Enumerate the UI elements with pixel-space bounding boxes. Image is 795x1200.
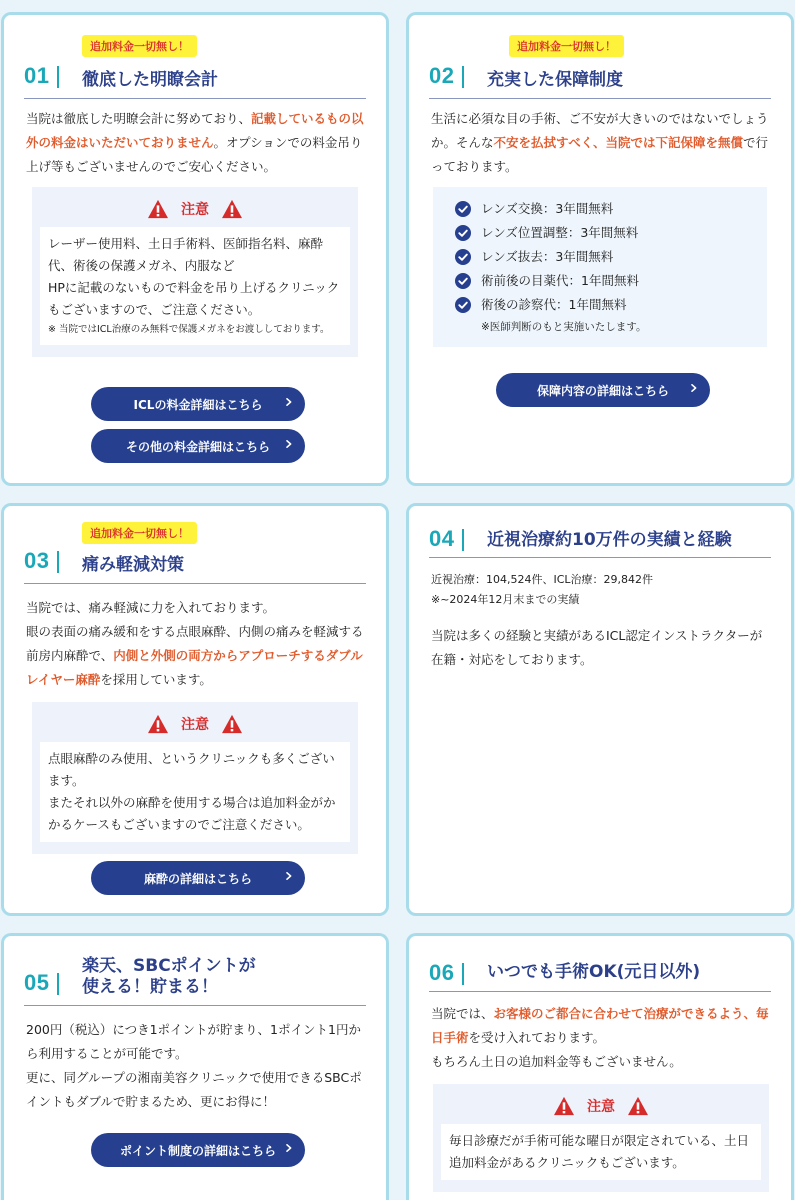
card-description: 当院では、痛み軽減に力を入れております。 眼の表面の痛み緩和をする点眼麻酔、内側の痛みを軽減する前房内麻酔で、内側と外側の両方からアプローチするダブルレイヤー麻酔を採用しています。 — [26, 600, 364, 687]
caution-text: 毎日診療だが手術可能な曜日が限定されている、土日追加料金があるクリニックもございます。 — [441, 1124, 761, 1180]
card-number: 01 — [24, 63, 50, 88]
caution-label: 注意 — [181, 717, 209, 733]
feature-card-05 — [1, 933, 389, 1200]
caution-box — [32, 187, 358, 357]
warning-triangle-icon — [147, 714, 169, 734]
guarantee-list — [433, 187, 767, 347]
warning-triangle-icon — [147, 199, 169, 219]
guarantee-details-button[interactable]: 保障内容の詳細はこちら — [496, 373, 710, 407]
check-circle-icon — [455, 201, 471, 217]
card-description: 当院は多くの経験と実績があるICL認定インストラクターが在籍・対応をしております。 — [431, 628, 763, 667]
caution-heading — [441, 1092, 761, 1120]
card-number: 06 — [429, 960, 455, 985]
card-title: 近視治療約10万件の実績と経験 — [487, 529, 732, 550]
list-item: レンズ抜去：3年間無料 — [455, 245, 749, 269]
other-price-details-button[interactable]: その他の料金詳細はこちら — [91, 429, 305, 463]
card-number: 03 — [24, 548, 50, 573]
card-header — [429, 950, 771, 992]
chevron-right-icon — [285, 1144, 293, 1152]
header-divider — [429, 98, 771, 99]
warning-triangle-icon — [553, 1096, 575, 1116]
card-description: 当院では、お客様のご都合に合わせて治療ができるよう、毎日手術を受け入れております。 もちろん土日の追加料金等もございません。 — [431, 1006, 769, 1069]
header-divider — [24, 1005, 366, 1006]
list-item: レンズ交換：3年間無料 — [455, 197, 749, 221]
anesthesia-details-button[interactable]: 麻酔の詳細はこちら — [91, 861, 305, 895]
header-divider — [24, 583, 366, 584]
no-extra-fee-badge: 追加料金一切無し！ — [82, 35, 197, 57]
feature-card-03 — [1, 503, 389, 916]
warning-triangle-icon — [221, 199, 243, 219]
caution-box — [433, 1084, 769, 1192]
feature-card-06 — [406, 933, 794, 1200]
card-number: 04 — [429, 526, 455, 551]
card-header — [24, 950, 366, 1006]
list-item: レンズ位置調整：3年間無料 — [455, 221, 749, 245]
icl-price-details-button[interactable]: ICLの料金詳細はこちら — [91, 387, 305, 421]
no-extra-fee-badge: 追加料金一切無し！ — [82, 522, 197, 544]
check-circle-icon — [455, 273, 471, 289]
feature-card-04 — [406, 503, 794, 916]
list-item: 術前後の目薬代：1年間無料 — [455, 269, 749, 293]
header-divider — [24, 98, 366, 99]
caution-heading — [40, 195, 350, 223]
feature-card-01 — [1, 12, 389, 486]
points-details-button[interactable]: ポイント制度の詳細はこちら — [91, 1133, 305, 1167]
check-circle-icon — [455, 297, 471, 313]
header-divider — [429, 557, 771, 558]
card-number: 02 — [429, 63, 455, 88]
list-item: 術後の診察代：1年間無料 — [455, 293, 749, 317]
card-header — [24, 522, 366, 584]
chevron-right-icon — [285, 440, 293, 448]
track-record-stats: 近視治療：104,524件、ICL治療：29,842件 ※~2024年12月末までの実績 — [431, 573, 654, 606]
card-description: 200円（税込）につき1ポイントが貯まり、1ポイント1円から利用することが可能です。 更に、同グループの湘南美容クリニックで使用できるSBCポイントもダブルで貯まるため、更にお得に！ — [26, 1022, 362, 1109]
card-description: 当院は徹底した明瞭会計に努めており、記載しているもの以外の料金はいただいておりません。オプションでの料金吊り上げ等もございませんのでご安心ください。 — [26, 111, 364, 174]
card-title: 痛み軽減対策 — [82, 554, 184, 575]
caution-box — [32, 702, 358, 854]
card-title: 徹底した明瞭会計 — [82, 69, 218, 90]
warning-triangle-icon — [221, 714, 243, 734]
card-header — [24, 35, 366, 99]
card-header — [429, 35, 771, 99]
card-description: 生活に必須な目の手術、ご不安が大きいのではないでしょうか。そんな不安を払拭すべく、当院では下記保障を無償で行っております。 — [431, 111, 769, 174]
caution-text: 点眼麻酔のみ使用、というクリニックも多くございます。 またそれ以外の麻酔を使用する場合は追加料金がかかるケースもございますのでご注意ください。 — [40, 742, 350, 842]
check-circle-icon — [455, 225, 471, 241]
chevron-right-icon — [285, 872, 293, 880]
card-title: 充実した保障制度 — [487, 69, 623, 90]
no-extra-fee-badge: 追加料金一切無し！ — [509, 35, 624, 57]
card-title: 楽天、SBCポイントが 使える！貯まる！ — [82, 955, 256, 997]
check-circle-icon — [455, 249, 471, 265]
feature-card-02 — [406, 12, 794, 486]
card-title: いつでも手術OK(元日以外) — [487, 961, 701, 982]
caution-heading — [40, 710, 350, 738]
card-header — [429, 520, 771, 558]
card-number: 05 — [24, 970, 50, 995]
caution-label: 注意 — [181, 202, 209, 218]
chevron-right-icon — [690, 384, 698, 392]
warning-triangle-icon — [627, 1096, 649, 1116]
header-divider — [429, 991, 771, 992]
chevron-right-icon — [285, 398, 293, 406]
caution-text: レーザー使用料、土日手術料、医師指名料、麻酔代、術後の保護メガネ、内服など HPに記載のないもので料金を吊り上げるクリニックもございますので、ご注意ください。 ※ 当院ではICL治療のみ無料で保護メガネをお渡ししております。 — [40, 227, 350, 345]
caution-footnote: ※ 当院ではICL治療のみ無料で保護メガネをお渡ししております。 — [48, 324, 330, 335]
guarantee-footnote: ※医師判断のもと実施いたします。 — [481, 321, 647, 333]
caution-label: 注意 — [587, 1099, 615, 1115]
